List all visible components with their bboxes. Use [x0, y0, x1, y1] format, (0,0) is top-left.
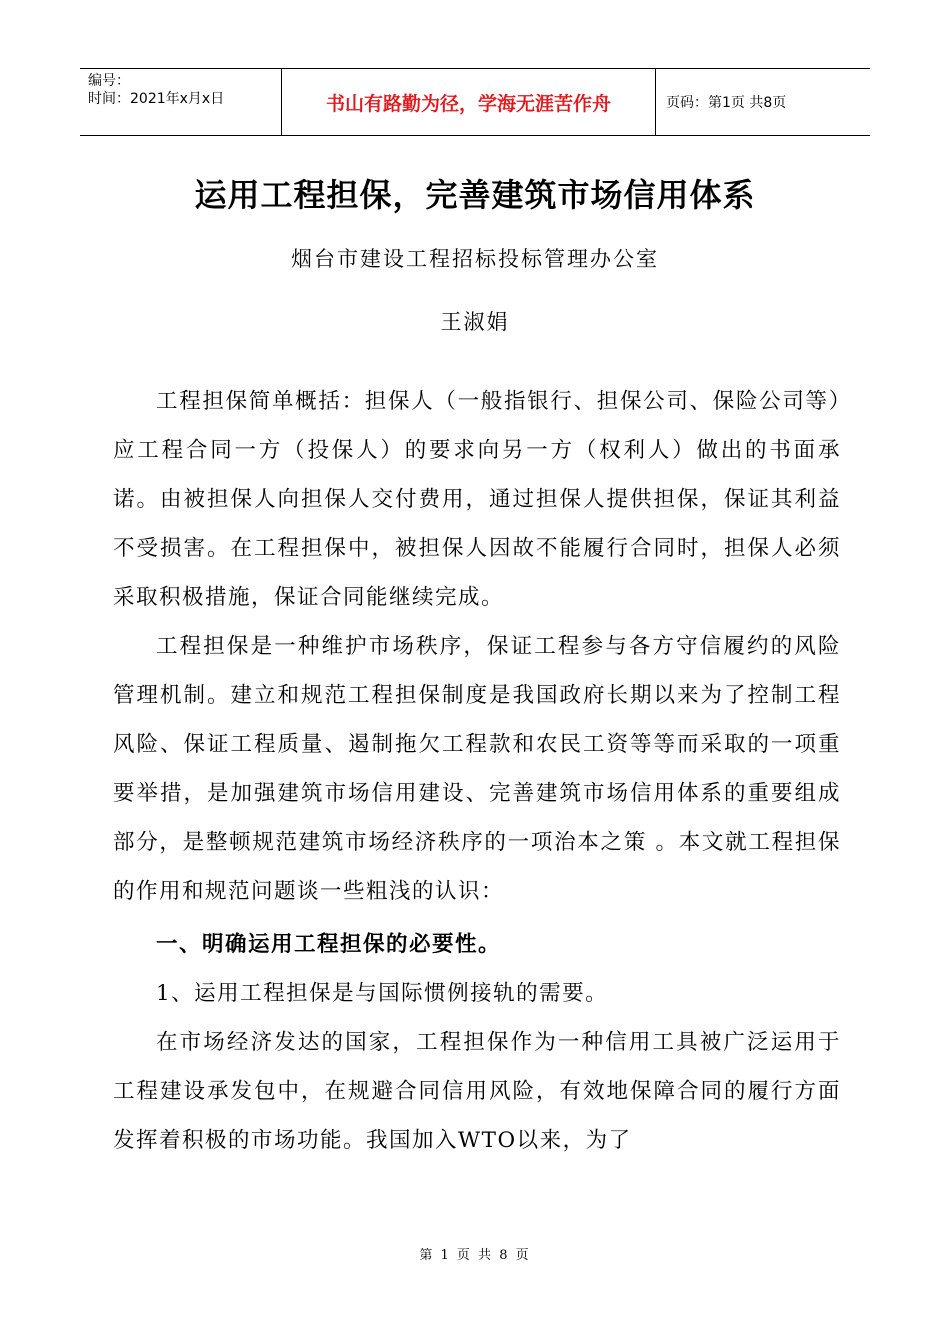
subsection-heading-1: 1、运用工程担保是与国际惯例接轨的需要。 — [156, 981, 609, 1006]
paragraph-3: 在市场经济发达的国家，工程担保作为一种信用工具被广泛运用于工程建设承发包中，在规避合同信用风险，有效地保障合同的履行方面发挥着积极的市场功能。我国加入WTO以来，为了 — [113, 1030, 841, 1153]
number-label: 编号： — [88, 73, 130, 89]
document-title: 运用工程担保，完善建筑市场信用体系 — [194, 176, 756, 214]
header-motto: 书山有路勤为径，学海无涯苦作舟 — [282, 69, 656, 135]
paragraph-1: 工程担保简单概括：担保人（一般指银行、担保公司、保险公司等）应工程合同一方（投保人）的要求向另一方（权利人）做出的书面承诺。由被担保人向担保人交付费用，通过担保人提供担保，保证其利益不受损害。在工程担保中，被担保人因故不能履行合同时，担保人必须采取积极措施，保证合同能继续完成。 — [113, 389, 841, 610]
header-meta-cell — [80, 69, 282, 135]
section-heading-1: 一、明确运用工程担保的必要性。 — [156, 932, 502, 957]
document-body — [113, 377, 841, 1165]
document-header — [80, 68, 870, 136]
paragraph-2: 工程担保是一种维护市场秩序，保证工程参与各方守信履约的风险管理机制。建立和规范工程担保制度是我国政府长期以来为了控制工程风险、保证工程质量、遏制拖欠工程款和农民工资等等而采取的一项重要举措，是加强建筑市场信用建设、完善建筑市场信用体系的重要组成部分，是整顿规范建筑市场经济秩序的一项治本之策 。本文就工程担保的作用和规范问题谈一些粗浅的认识： — [113, 634, 841, 904]
document-organization: 烟台市建设工程招标投标管理办公室 — [291, 247, 659, 271]
time-label: 时间：2021年x月x日 — [88, 91, 225, 107]
page-footer: 第 1 页 共 8 页 — [419, 1248, 531, 1263]
document-author: 王淑娟 — [440, 310, 510, 334]
header-page-info: 页码：第1页 共8页 — [666, 95, 787, 111]
